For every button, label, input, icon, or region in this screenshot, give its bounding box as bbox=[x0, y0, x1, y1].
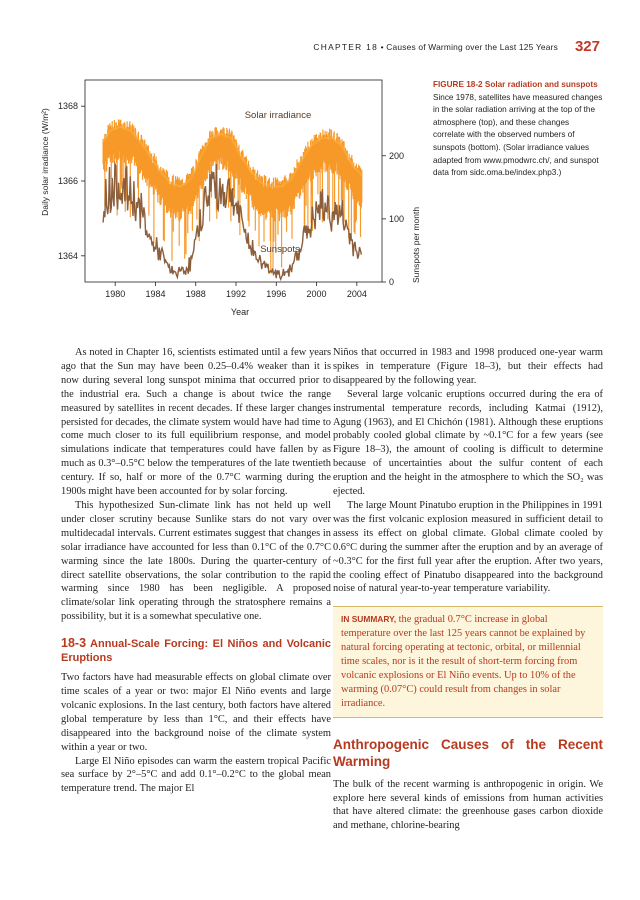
figure-title: Solar radiation and sunspots bbox=[484, 80, 598, 89]
summary-body: the gradual 0.7°C increase in global temperature over the last 125 years cannot be explained by natural forcing operating at tectonic, orbital, or millennial time scales, nor is it the result of short-term forcing from volcanic explosions or El Niño events. Up to 10% of the warming (0.07°C) could result from changes in solar irradiance. bbox=[341, 614, 586, 709]
paragraph: Two factors have had measurable effects on global climate over time scales of a year or two: major El Niño events and large volcanic explosions. In the last century, both factors have altered global temperature by less than 1°C, and their effects have disappeared into the background noise of the climate system within a year or two. bbox=[61, 672, 331, 753]
x-tick-label: 1980 bbox=[105, 289, 126, 299]
right-tick-label: 200 bbox=[389, 150, 405, 161]
left-axis-ticks bbox=[58, 101, 85, 261]
x-tick-label: 1996 bbox=[266, 289, 287, 299]
annotation-solar-irradiance: Solar irradiance bbox=[244, 110, 312, 121]
chapter-title: Causes of Warming over the Last 125 Years bbox=[386, 42, 558, 52]
right-axis-ticks bbox=[382, 151, 404, 287]
x-tick-label: 1984 bbox=[145, 289, 166, 299]
left-tick-label: 1364 bbox=[57, 250, 78, 261]
summary-box bbox=[333, 606, 603, 717]
x-axis-ticks bbox=[105, 282, 367, 299]
page-number: 327 bbox=[574, 38, 600, 55]
left-tick-label: 1368 bbox=[57, 101, 78, 112]
right-column bbox=[333, 346, 603, 833]
figure-label: FIGURE 18-2 bbox=[433, 80, 483, 89]
figure-caption bbox=[433, 79, 603, 180]
left-column bbox=[61, 346, 331, 796]
chapter-line: CHAPTER 18 • Causes of Warming over the Last 125 Years bbox=[313, 42, 558, 52]
figure-18-2-chart bbox=[30, 70, 430, 330]
paragraph: The bulk of the recent warming is anthropogenic in origin. We explore here several kinds of emissions from human activities that have altered climate: the greenhouse gases carbon dioxide and methane, chlorine-bearing bbox=[333, 778, 603, 832]
figure-caption-text: Since 1978, satellites have measured changes in the solar radiation arriving at the top of the atmosphere (top), and these changes correlate with the observed numbers of sunspots (bottom). (Solar irradiance values adapted from www.pmodwrc.ch/, and sunspot data from sidc.oma.be/index.php3.) bbox=[433, 92, 603, 178]
right-tick-label: 0 bbox=[389, 277, 395, 287]
x-axis-label: Year bbox=[230, 307, 250, 317]
paragraph: This hypothesized Sun-climate link has not held up well under closer scrutiny because Sunlike stars do not vary over multidecadal intervals. Current estimates suggest that changes in solar irradiance have accounted for less than 0.1°C of the 0.7°C warming since the late 1800s. During the quarter-century of direct satellite observations, the solar contribution to the rapid warming since 1980 has been negligible. A proposed climate/solar link operating through the stratosphere remains a possibility, but it is a somewhat speculative one. bbox=[61, 499, 331, 623]
left-tick-label: 1366 bbox=[57, 176, 78, 186]
x-tick-label: 2000 bbox=[306, 289, 327, 299]
section-heading-anthropogenic: Anthropogenic Causes of the Recent Warming bbox=[333, 736, 603, 769]
section-title: Annual-Scale Forcing: El Niños and Volcanic Eruptions bbox=[61, 638, 331, 665]
x-tick-label: 2004 bbox=[346, 289, 367, 299]
chapter-label: CHAPTER 18 bbox=[313, 42, 379, 52]
paragraph: Large El Niño episodes can warm the eastern tropical Pacific sea surface by 2°–5°C and add 0.1°–0.2°C to the global mean temperature trend. The major El bbox=[61, 755, 331, 795]
paragraph: The large Mount Pinatubo eruption in the Philippines in 1991 was the first volcanic explosion measured in sufficient detail to assess its effect on global climate. Global climate cooled by 0.6°C during the summer after the eruption and by an average of ~0.3°C for the first full year after the eruption. After two years, the cooling effect of Pinatubo disappeared into the background noise of natural year-to-year temperature variability. bbox=[333, 499, 603, 595]
annotation-sunspots: Sunspots bbox=[260, 244, 300, 255]
section-number: 18-3 bbox=[61, 636, 87, 651]
paragraph: Niños that occurred in 1983 and 1998 produced one-year warm spikes in temperature (Figure 18–3), but their effects had disappeared by the following year. bbox=[333, 347, 603, 386]
x-tick-label: 1988 bbox=[185, 289, 206, 299]
left-axis-label: Daily solar irradiance (W/m²) bbox=[40, 108, 50, 216]
right-tick-label: 100 bbox=[389, 213, 405, 224]
summary-lead: IN SUMMARY, bbox=[341, 614, 397, 625]
section-heading-18-3 bbox=[61, 636, 331, 665]
x-tick-label: 1992 bbox=[226, 289, 247, 299]
paragraph: As noted in Chapter 16, scientists estimated until a few years ago that the Sun may have been 0.25–0.4% weaker than it is now during several long sunspot minima that occurred prior to the industrial era. Such a change is about twice the range measured by satellites in recent decades. If these larger changes persisted for decades, the climate system would have had time to come much closer to its full equilibrium response, and model simulations indicate that temperatures could have fallen by as much as 0.3°–0.5°C below the temperatures of the late twentieth century. If so, half or more of the 0.7°C warming during the 1900s might have been accounted for by solar forcing. bbox=[61, 347, 331, 498]
paragraph: Several large volcanic eruptions occurred during the era of instrumental temperature records, including Katmai (1912), Agung (1963), and El Chichón (1981). Although these eruptions probably cooled global climate by ~0.1°C for a few years (see Figure 18–3), the amount of cooling is difficult to determine because of uncertainties about the sulfur content of each eruption and the height in the atmosphere to which the SO₂ was ejected. bbox=[333, 388, 603, 498]
running-header bbox=[313, 38, 600, 58]
right-axis-label: Sunspots per month bbox=[411, 206, 421, 284]
